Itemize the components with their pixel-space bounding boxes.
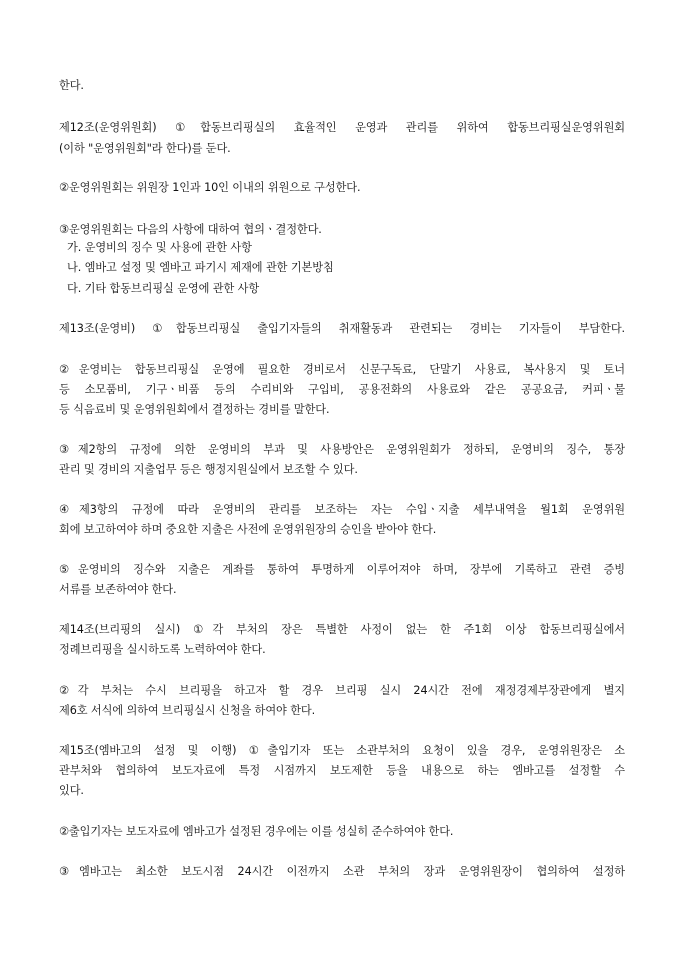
text-line: ②운영비는 합동브리핑실 운영에 필요한 경비로서 신문구독료, 단말기 사용료, 복사용지 및 토너: [59, 363, 625, 376]
text-line: 등 소모품비, 기구ㆍ비품 등의 수리비와 구입비, 공용전화의 사용료와 같은 공공요금, 커피ㆍ물: [59, 383, 625, 396]
text-line: 한다.: [59, 79, 84, 92]
text-line: 제6호 서식에 의하여 브리핑실시 신청을 하여야 한다.: [59, 704, 316, 717]
text-line: ⑤운영비의 징수와 지출은 계좌를 통하여 투명하게 이루어져야 하며, 장부에 기록하고 관련 증빙: [59, 563, 625, 576]
text-line: ④제3항의 규정에 따라 운영비의 관리를 보조하는 자는 수입ㆍ지출 세부내역을 월1회 운영위원: [59, 503, 625, 516]
list-item: 가. 운영비의 징수 및 사용에 관한 사항: [67, 241, 252, 254]
text-line: 등 식음료비 및 운영위원회에서 결정하는 경비를 말한다.: [59, 403, 330, 416]
text-line: ②운영위원회는 위원장 1인과 10인 이내의 위원으로 구성한다.: [59, 181, 361, 194]
text-line: ③엠바고는 최소한 보도시점 24시간 이전까지 소관 부처의 장과 운영위원장이 협의하여 설정하: [59, 865, 625, 878]
text-line: 관부처와 협의하여 보도자료에 특정 시점까지 보도제한 등을 내용으로 하는 엠바고를 설정할 수: [59, 764, 625, 777]
text-line: ③운영위원회는 다음의 사항에 대하여 협의ㆍ결정한다.: [59, 223, 322, 236]
list-item: 나. 엠바고 설정 및 엠바고 파기시 제재에 관한 기본방침: [67, 261, 334, 274]
text-line: 회에 보고하여야 하며 중요한 지출은 사전에 운영위원장의 승인을 받아야 한다.: [59, 523, 437, 536]
article-14-heading: 제14조(브리핑의 실시) ①각 부처의 장은 특별한 사정이 없는 한 주1회 이상 합동브리핑실에서: [59, 623, 625, 636]
article-15-heading: 제15조(엠바고의 설정 및 이행) ①출입기자 또는 소관부처의 요청이 있을 경우, 운영위원장은 소: [59, 744, 625, 757]
text-line: ③제2항의 규정에 의한 운영비의 부과 및 사용방안은 운영위원회가 정하되, 운영비의 징수, 통장: [59, 443, 625, 456]
text-line: 있다.: [59, 784, 84, 797]
article-12-heading: 제12조(운영위원회) ①합동브리핑실의 효율적인 운영과 관리를 위하여 합동브리핑실운영위원회: [59, 121, 625, 134]
text-line: 서류를 보존하여야 한다.: [59, 583, 177, 596]
text-line: 관리 및 경비의 지출업무 등은 행정지원실에서 보조할 수 있다.: [59, 463, 358, 476]
text-line: ②각 부처는 수시 브리핑을 하고자 할 경우 브리핑 실시 24시간 전에 재정경제부장관에게 별지: [59, 684, 625, 697]
list-item: 다. 기타 합동브리핑실 운영에 관한 사항: [67, 282, 260, 295]
text-line: (이하 "운영위원회"라 한다)를 둔다.: [59, 142, 231, 155]
text-line: 정례브리핑을 실시하도록 노력하여야 한다.: [59, 643, 266, 656]
article-13-heading: 제13조(운영비) ①합동브리핑실 출입기자들의 취재활동과 관련되는 경비는 기자들이 부담한다.: [59, 322, 625, 335]
text-line: ②출입기자는 보도자료에 엠바고가 설정된 경우에는 이를 성실히 준수하여야 한다.: [59, 825, 454, 838]
